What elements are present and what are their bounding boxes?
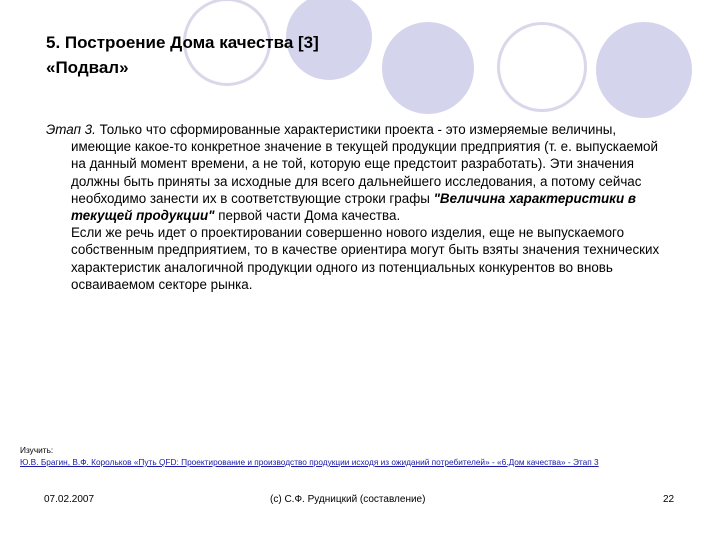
step-text-2: первой части Дома качества.: [214, 208, 401, 224]
slide-title: [46, 30, 376, 80]
step-paragraph: [46, 121, 676, 224]
new-product-paragraph: Если же речь идет о проектировании совершенно нового изделия, еще не выпускаемого собственным предприятием, то в качестве ориентира могут быть взяты значения технических характеристик аналогичной продукции одного из потенциальных конкурентов во вновь осваиваемом секторе рынка.: [71, 225, 660, 292]
step-highlight: "Величина характеристики в текущей продукции": [71, 190, 636, 224]
step-label: Этап 3.: [46, 122, 96, 137]
decor-circle-5: [596, 22, 692, 118]
footer-page-number: 22: [663, 494, 675, 505]
footer-author: (c) С.Ф. Рудницкий (составление): [270, 494, 426, 505]
slide-title-line-1: 5. Построение Дома качества [3]: [46, 33, 319, 52]
step-text-1: Только что сформированные характеристики проекта - это измеряемые величины, имеющие какое-то конкретное значение в текущей продукции предприятия (т. е. выпускаемой на данный момент времени, а не той, которую еще предстоит разработать). Эти значения должны быть приняты за исходные для всего дальнейшего исследования, а потому сейчас необходимо занести их в соответствующие строки графы: [71, 122, 658, 206]
decor-circle-4: [497, 22, 587, 112]
slide-title-line-2: «Подвал»: [46, 58, 129, 77]
decor-circle-3: [382, 22, 474, 114]
footer-date: 07.02.2007: [44, 494, 95, 505]
slide-body: [46, 121, 676, 293]
study-link[interactable]: Ю.В. Брагин, В.Ф. Корольков «Путь QFD: Проектирование и производство продукции исходя из ожиданий потребителей» - «6.Дом качества» - Этап 3: [20, 457, 599, 467]
study-label: Изучить:: [20, 445, 54, 455]
study-reference: [20, 444, 700, 468]
